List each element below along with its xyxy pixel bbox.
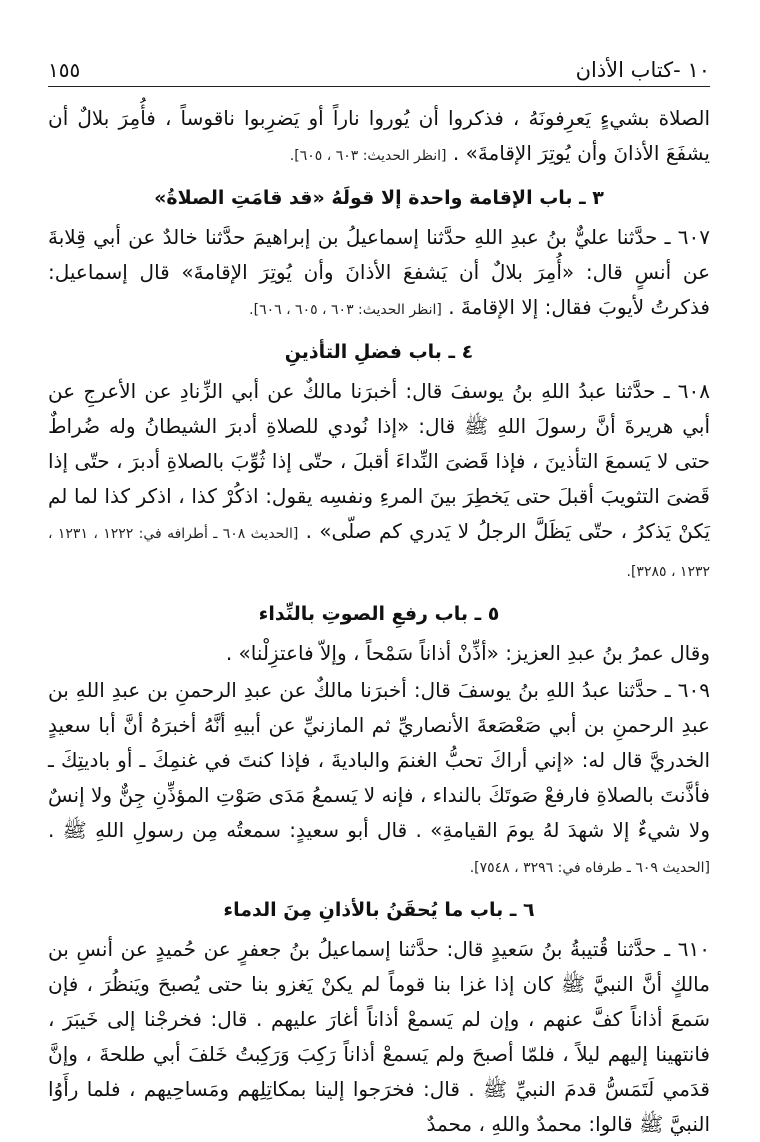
chapter-title: ١٠ -كتاب الأذان [575,58,710,82]
hadith-607: ٦٠٧ ـ حدَّثنا عليٌّ بنُ عبدِ اللهِ حدَّثنا إسماعيلُ بن إبراهيمَ حدَّثنا خالدٌ عن أبي قِلابةَ عن أنسٍ قال: «أُمِرَ بلالٌ أن يَشفعَ الأذانَ وأن يُوتِرَ الإقامةَ» قال إسماعيل: فذكرتُ لأيوبَ فقال: إلا الإقامةَ . [انظر الحديث: ٦٠٣ ، ٦٠٥ ، ٦٠٦]. [48,225,710,319]
cross-reference: [الحديث ٦٠٩ ـ طرفاه في: ٣٢٩٦ ، ٧٥٤٨]. [469,860,710,876]
paragraph-continuation: الصلاة بشيءٍ يَعرِفونَهُ ، فذكروا أن يُوروا ناراً أو يَضرِبوا ناقوساً ، فأُمِرَ بلالٌ أن يشفَعَ الأذانَ وأن يُوتِرَ الإقامةَ» . [انظر الحديث: ٦٠٣ ، ٦٠٥]. [48,106,710,165]
hadith-610: ٦١٠ ـ حدَّثنا قُتيبةُ بنُ سَعيدٍ قال: حدَّثنا إسماعيلُ بنُ جعفرٍ عن حُميدٍ عن أنسِ بن مالكٍ أنَّ النبيَّ ﷺ كان إذا غزا بنا قوماً لم يكنْ يَغزو بنا حتى يُصبحَ ويَنظُرَ ، فإن سَمعَ أذاناً كفَّ عنهم ، وإن لم يَسمعْ أذاناً أغارَ عليهم . قال: فخرجْنا إلى خَيبَرَ ، فانتهينا إليهم ليلاً ، فلمّا أصبحَ ولم يَسمعْ أذاناً رَكِبَ وَرَكِبتُ خَلفَ أبي طلحةَ ، وإنَّ قدَمي لَتَمَسُّ قدمَ النبيِّ ﷺ . قال: فخرَجوا إلينا بمكاتِلِهم ومَساحِيهم ، فلما رأَوُا النبيَّ ﷺ قالوا: محمدٌ واللهِ ، محمدٌ [48,937,710,1136]
running-header [48,58,710,87]
cross-reference: [انظر الحديث: ٦٠٣ ، ٦٠٥ ، ٦٠٦]. [249,302,442,318]
section-heading-6: ٦ ـ باب ما يُحقَنُ بالأذانِ مِنَ الدماء [223,899,535,921]
cross-reference: [الحديث ٦٠٨ ـ أطرافه في: ١٢٢٢ ، ١٢٣١ ، ١٢٣٢ ، ٣٢٨٥]. [48,526,710,580]
athar-umar: وقال عمرُ بنُ عبدِ العزيز: «أذِّنْ أذاناً سَمْحاً ، وإلاّ فاعتزِلْنا» . [225,641,710,665]
section-heading-5: ٥ ـ باب رفعِ الصوتِ بالنِّداء [258,603,500,625]
section-heading-4: ٤ ـ باب فضلِ التأذينِ [284,341,474,363]
hadith-609: ٦٠٩ ـ حدَّثنا عبدُ اللهِ بنُ يوسفَ قال: أخبرَنا مالكٌ عن عبدِ الرحمنِ بن عبدِ اللهِ بن عبدِ الرحمنِ بن أبي صَعْصَعةَ الأنصاريِّ ثم المازنيِّ عن أبيهِ أنَّهُ أخبرَهُ أنَّ أبا سعيدٍ الخدريَّ قال له: «إني أراكَ تحبُّ الغنمَ والباديةَ ، فإذا كنتَ في غنمِكَ ـ أو باديتِكَ ـ فأذَّنتَ بالصلاةِ فارفعْ صَوتَكَ بالنداء ، فإنه لا يَسمعُ مَدَى صَوْتِ المؤذِّنِ جِنٌّ ولا إنسٌ ولا شيءٌ إلا شهدَ لهُ يومَ القيامةِ» . قال أبو سعيدٍ: سمعتُه مِن رسولِ اللهِ ﷺ . [الحديث ٦٠٩ ـ طرفاه في: ٣٢٩٦ ، ٧٥٤٨]. [48,678,710,876]
page-number: ١٥٥ [48,58,81,82]
hadith-608: ٦٠٨ ـ حدَّثنا عبدُ اللهِ بنُ يوسفَ قال: أخبرَنا مالكٌ عن أبي الزِّنادِ عن الأعرجِ عن أبي هريرةَ أنَّ رسولَ اللهِ ﷺ قال: «إذا نُودي للصلاةِ أدبرَ الشيطانُ وله ضُراطٌ حتى لا يَسمعَ التأذينَ ، فإذا قَضىَ النِّداءَ أقبلَ ، حتّى إذا ثُوِّبَ بالصلاةِ أدبرَ ، حتّى إذا قَضىَ التثويبَ أقبلَ حتى يَخطِرَ بينَ المرءِ ونفسِه يقول: اذكُرْ كذا ، اذكر كذا لما لم يَكنْ يَذكرُ ، حتّى يَظَلَّ الرجلُ لا يَدري كم صلّى» . [الحديث ٦٠٨ ـ أطرافه في: ١٢٢٢ ، ١٢٣١ ، ١٢٣٢ ، ٣٢٨٥]. [48,379,711,580]
cross-reference: [انظر الحديث: ٦٠٣ ، ٦٠٥]. [289,148,447,164]
page-body [48,87,710,1142]
section-heading-3: ٣ ـ باب الإقامة واحدة إلا قولَهُ «قد قامَتِ الصلاةُ» [154,187,604,209]
